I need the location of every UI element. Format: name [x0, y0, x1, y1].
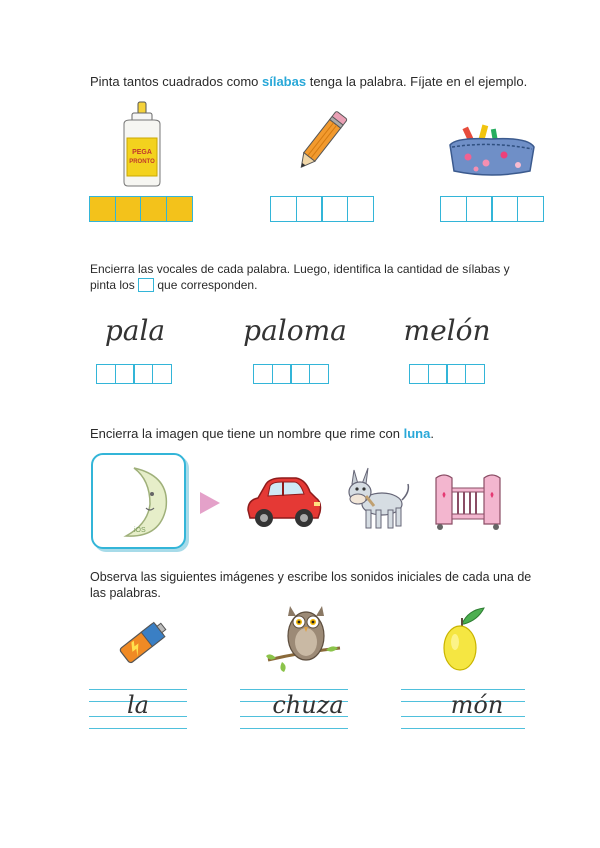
writing-lines-battery [89, 689, 187, 729]
inline-box-icon [138, 278, 154, 292]
syllable-box[interactable] [133, 364, 153, 384]
syllable-box[interactable] [446, 364, 466, 384]
instruction-syllables: Pinta tantos cuadrados como sílabas tenga la palabra. Fíjate en el ejemplo. [90, 74, 528, 89]
battery-image [112, 612, 178, 672]
crib-image [430, 470, 506, 532]
syllable-box-filled [166, 196, 193, 222]
syllable-boxes-melon [409, 364, 485, 384]
syllable-box[interactable] [296, 196, 323, 222]
donkey-image [340, 462, 412, 534]
writing-lines-lemon[interactable] [401, 689, 525, 729]
syllable-boxes-pala [96, 364, 172, 384]
syllable-box[interactable] [466, 196, 493, 222]
car-image [242, 472, 324, 534]
pencil-case-image [446, 123, 538, 181]
syllable-box[interactable] [517, 196, 544, 222]
word-melon: melón [403, 314, 491, 347]
syllable-boxes-pencil-case [440, 196, 544, 222]
instruction-rhyme: Encierra la imagen que tiene un nombre que rime con luna. [90, 426, 434, 441]
syllable-box[interactable] [347, 196, 374, 222]
glue-label-text-2: PRONTO [129, 159, 155, 165]
pencil-image [292, 106, 350, 178]
syllable-box[interactable] [270, 196, 297, 222]
syllable-box[interactable] [409, 364, 429, 384]
syllable-box[interactable] [152, 364, 172, 384]
writing-lines-owl[interactable] [240, 689, 348, 729]
syllable-box[interactable] [321, 196, 348, 222]
arrow-icon [198, 490, 222, 516]
instruction-initial-sounds: Observa las siguientes imágenes y escribe los sonidos iniciales de cada una de las palabras. [90, 570, 532, 600]
syllable-box[interactable] [96, 364, 116, 384]
syllable-boxes-paloma [253, 364, 329, 384]
syllable-boxes-pencil [270, 196, 374, 222]
owl-image [262, 596, 344, 682]
syllable-box[interactable] [465, 364, 485, 384]
glue-bottle-image [118, 100, 166, 188]
syllable-box[interactable] [440, 196, 467, 222]
word-ending-la: la [127, 691, 149, 719]
syllable-box[interactable] [491, 196, 518, 222]
syllable-boxes-glue [89, 196, 193, 222]
moon-label-text: iOS [134, 527, 146, 534]
syllable-box[interactable] [115, 364, 135, 384]
syllable-box-filled [115, 196, 142, 222]
syllable-box[interactable] [253, 364, 273, 384]
syllable-box[interactable] [428, 364, 448, 384]
word-ending-chuza: chuza [272, 691, 344, 719]
word-ending-mon: món [450, 691, 504, 719]
word-pala: pala [104, 314, 166, 347]
instruction-vowels: Encierra las vocales de cada palabra. Luego, identifica la cantidad de sílabas y pinta los que corresponden. [90, 262, 510, 292]
syllable-box-filled [140, 196, 167, 222]
glue-label-text: PEGA [132, 149, 152, 156]
syllable-box[interactable] [290, 364, 310, 384]
word-paloma: paloma [243, 314, 347, 347]
syllable-box[interactable] [272, 364, 292, 384]
syllable-box[interactable] [309, 364, 329, 384]
syllable-box-filled [89, 196, 116, 222]
lemon-image [438, 604, 488, 676]
moon-image [104, 462, 174, 542]
